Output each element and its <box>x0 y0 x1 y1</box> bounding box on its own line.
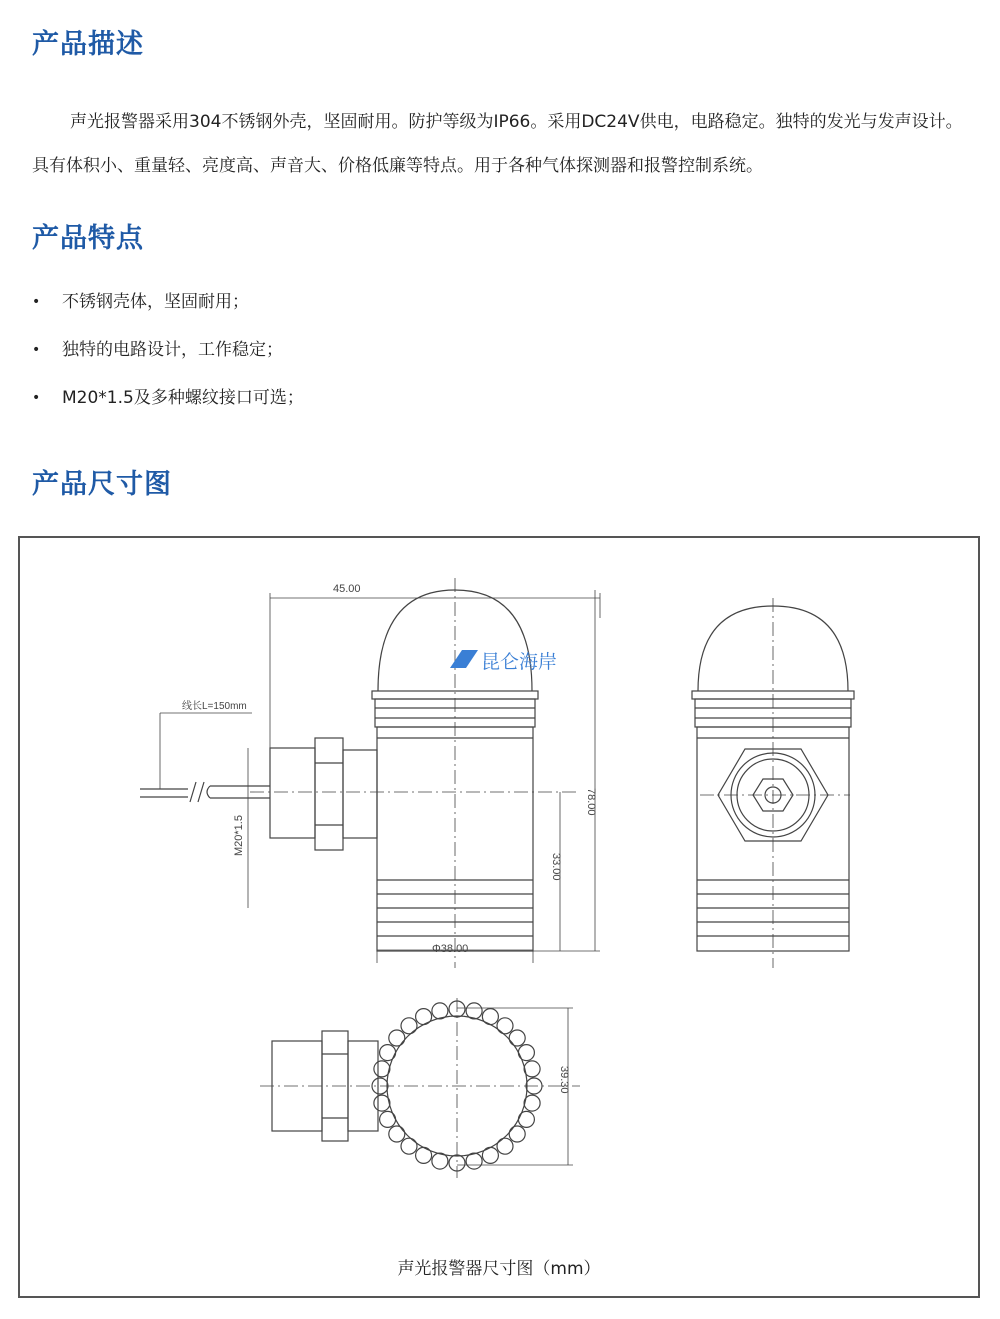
knurl-scallop <box>466 1003 482 1019</box>
dim-bottom-width: 39.30 <box>558 1066 570 1094</box>
brand-logo-icon <box>450 650 478 668</box>
knurl-scallop <box>509 1030 525 1046</box>
dim-diameter: Φ38.00 <box>432 943 469 955</box>
description-heading: 产品描述 <box>32 29 144 60</box>
bullet-icon: • <box>32 294 41 310</box>
knurl-scallop <box>416 1147 432 1163</box>
hex-nut <box>315 738 343 850</box>
bullet-icon: • <box>32 342 41 358</box>
knurl-scallop <box>401 1018 417 1034</box>
list-item: • M20*1.5及多种螺纹接口可选； <box>32 378 304 426</box>
right-view <box>692 598 854 968</box>
knurl-scallop <box>401 1138 417 1154</box>
knurl-scallop <box>432 1003 448 1019</box>
knurl-scallop <box>389 1126 405 1142</box>
knurl-scallop <box>374 1095 390 1111</box>
knurl-scallop <box>374 1061 390 1077</box>
knurl-scallop <box>524 1095 540 1111</box>
dim-mid-height: 33.00 <box>550 853 562 881</box>
dim-width-top: 45.00 <box>333 583 361 595</box>
knurl-scallop <box>482 1147 498 1163</box>
figure-caption: 声光报警器尺寸图（mm） <box>397 1259 601 1279</box>
knurl-scallop <box>380 1045 396 1061</box>
watermark-text: 昆仑海岸 <box>481 652 558 673</box>
description-text: 声光报警器采用304不锈钢外壳，坚固耐用。防护等级为IP66。采用DC24V供电，电路稳定。独特的发光与发声设计。具有体积小、重量轻、亮度高、声音大、价格低廉等特点。用于各种气体探测器和报警控制系统。 <box>32 112 963 176</box>
knurl-scallop <box>466 1153 482 1169</box>
list-item: • 不锈钢壳体，坚固耐用； <box>32 282 304 330</box>
dimensions-heading: 产品尺寸图 <box>32 469 172 500</box>
knurl-scallop <box>524 1061 540 1077</box>
knurl-scallop <box>389 1030 405 1046</box>
bottom-view <box>260 998 580 1178</box>
list-item: • 独特的电路设计，工作稳定； <box>32 330 304 378</box>
dim-cable: 线长L=150mm <box>182 701 247 712</box>
knurl-scallop <box>518 1111 534 1127</box>
knurl-scallop <box>482 1009 498 1025</box>
knurl-scallop <box>380 1111 396 1127</box>
knurl-scallop <box>518 1045 534 1061</box>
dim-thread: M20*1.5 <box>233 815 245 856</box>
knurl-scallop <box>497 1018 513 1034</box>
brand-watermark <box>450 650 557 673</box>
knurl-scallop <box>509 1126 525 1142</box>
boss <box>343 750 377 838</box>
bullet-icon: • <box>32 390 41 406</box>
knurl-scallop <box>416 1009 432 1025</box>
knurl-scallop <box>432 1153 448 1169</box>
front-view <box>140 578 600 968</box>
thread-fitting <box>270 748 315 838</box>
features-list <box>32 282 304 426</box>
dimension-drawing <box>18 536 980 1298</box>
technical-drawing-svg <box>20 538 978 1296</box>
features-heading: 产品特点 <box>32 223 144 254</box>
dim-height: 78.00 <box>585 788 597 816</box>
knurl-scallop <box>497 1138 513 1154</box>
